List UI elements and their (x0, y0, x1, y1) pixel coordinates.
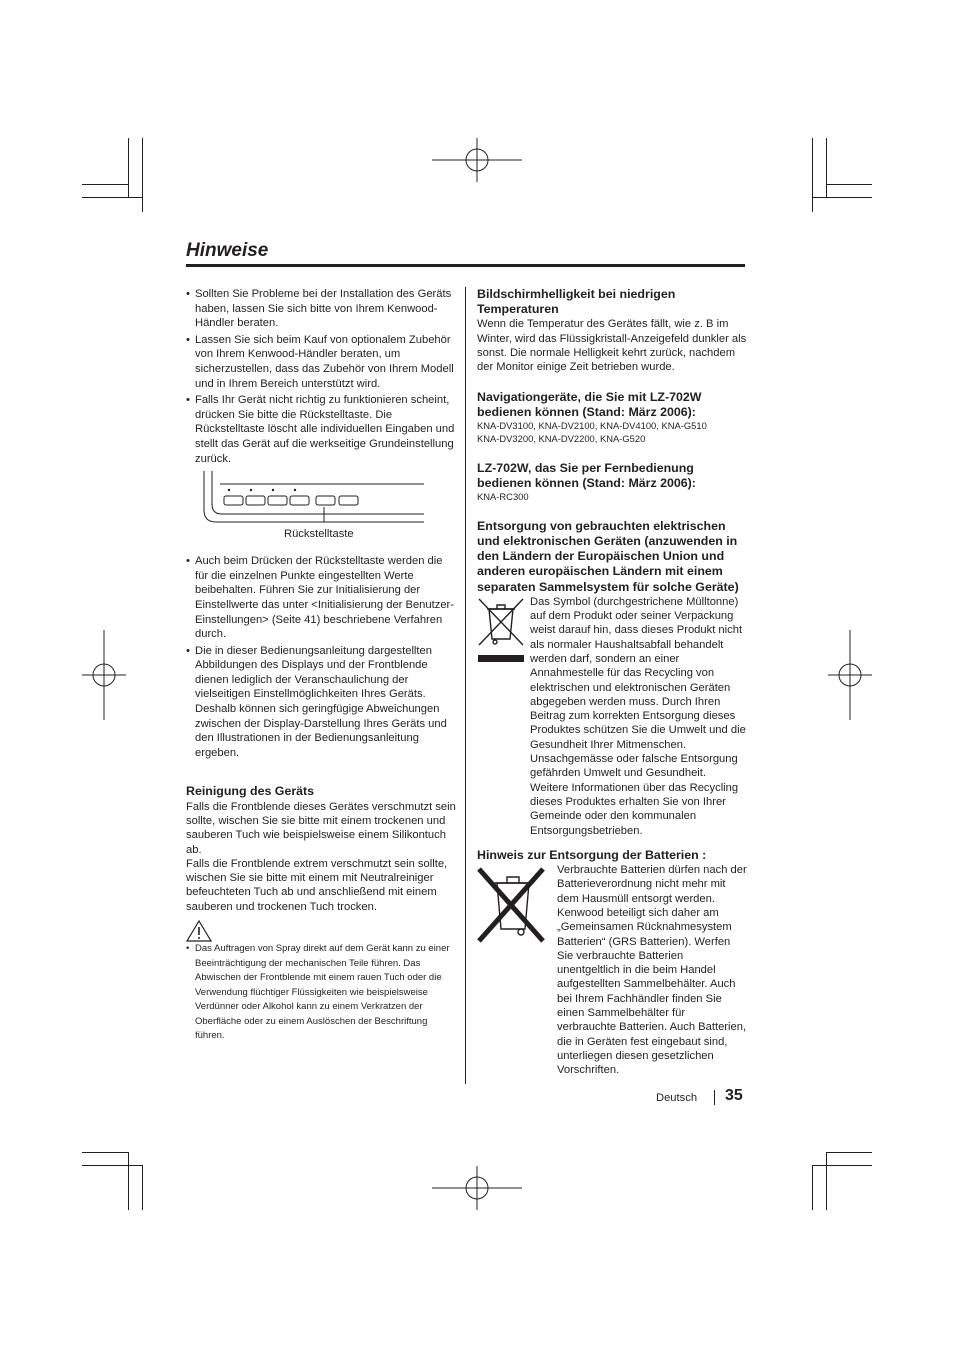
section-heading: Entsorgung von gebrauchten elektrischen und elektronischen Geräten (anzuwenden in den Ländern der Europäischen Union und anderen europäischen Ländern mit einem separaten Sammelsystem für solche Geräte) (477, 518, 739, 594)
bullet-item: • Falls Ihr Gerät nicht richtig zu funktionieren scheint, drücken Sie bitte die Rückstelltaste. Die Rückstelltaste löscht alle individuellen Eingaben und stellt das Gerät auf die werkseitige Grundeinstellung zurück. (186, 393, 458, 466)
section-heading: Navigationgeräte, die Sie mit LZ-702W bedienen können (Stand: März 2006): (477, 389, 702, 419)
paragraph: Falls die Frontblende extrem verschmutzt sein sollte, wischen Sie sie bitte mit einem mit Neutralreiniger befeuchteten Tuch ab und anschließend mit einem sauberen und trockenen Tuch trocken. (186, 857, 448, 913)
reset-button-figure (186, 470, 458, 554)
page-number: 35 (725, 1087, 743, 1104)
column-divider (465, 287, 466, 1084)
paragraph: Das Symbol (durchgestrichene Mülltonne) auf dem Produkt oder seiner Verpackung weist darauf hin, dass dieses Produkt nicht als normaler Haushaltsabfall behandelt werden darf, sondern an einer Annahmestelle für das Recycling von elektrischen und elektronischen Geräten abgegeben werden muss. Durch Ihren Beitrag zum korrekten Entsorgung dieses Produktes schützen Sie die Umwelt und die Gesundheit Ihrer Mitmenschen. Unsachgemässe oder falsche Entsorgung gefährden Umwelt und Gesundheit. Weitere Informationen über das Recycling dieses Produktes erhalten Sie von Ihrer Gemeinde oder den kommunalen Entsorgungsbetrieben. (530, 595, 746, 837)
bullet-item: • Lassen Sie sich beim Kauf von optionalem Zubehör von Ihrem Kenwood-Händler beraten, um sicherzustellen, dass das Zubehör von Ihrem Modell und in Ihrem Bereich unterstützt wird. (186, 333, 458, 391)
bullet-item: • Die in dieser Bedienungsanleitung dargestellten Abbildungen des Displays und der Frontblende dienen lediglich der Veranschaulichung der vielseitigen Einstellmöglichkeiten Ihres Geräts. Deshalb können sich geringfügige Abweichungen zwischen der Display-Darstellung Ihres Geräts und den Illustrationen in der Bedienungsanleitung ergeben. (186, 644, 458, 761)
warning-note: • Das Auftragen von Spray direkt auf dem Gerät kann zu einer Beeinträchtigung der mechanischen Teile führen. Das Abwischen der Frontblende mit einem rauen Tuch oder die Verwendung flüchtiger Flüssigkeiten wie beispielsweise Verdünner oder Alkohol kann zu einem Verkratzen der Oberfläche oder zu einem Auslöschen der Beschriftung führen. (186, 942, 458, 1044)
warning-icon (186, 920, 212, 942)
model-list: KNA-RC300 (477, 491, 529, 502)
bullet-item: • Sollten Sie Probleme bei der Installation des Geräts haben, lassen Sie sich bitte von Ihrem Kenwood-Händler beraten. (186, 287, 458, 331)
section-heading: Hinweis zur Entsorgung der Batterien : (477, 847, 707, 862)
figure-caption: Rückstelltaste (284, 528, 354, 541)
page-title: Hinweise (186, 240, 269, 261)
section-heading: Reinigung des Geräts (186, 784, 315, 799)
front-panel-illustration (194, 470, 454, 530)
weee-block (477, 595, 747, 838)
paragraph: Falls die Frontblende dieses Gerätes verschmutzt sein sollte, wischen Sie sie bitte mit einem trockenen und sauberen Tuch wie beispielsweise einem Silikontuch ab. (186, 800, 456, 856)
footer-language: Deutsch (656, 1092, 698, 1104)
footer-separator (714, 1090, 715, 1105)
left-column (186, 287, 458, 1046)
model-list: KNA-DV3100, KNA-DV2100, KNA-DV4100, KNA-G510 (477, 420, 707, 431)
section-heading: Bildschirmhelligkeit bei niedrigen Temperaturen (477, 287, 676, 317)
crossed-bin-icon (477, 597, 525, 665)
battery-block (477, 863, 747, 1077)
paragraph: Wenn die Temperatur des Gerätes fällt, wie z. B im Winter, wird das Flüssigkristall-Anzeigefeld dunkler als sonst. Die normale Helligkeit kehrt zurück, nachdem der Monitor einige Zeit betrieben wurde. (477, 318, 747, 374)
right-column (477, 287, 747, 1078)
paragraph: Verbrauchte Batterien dürfen nach der Batterieverordnung nicht mehr mit dem Hausmüll entsorgt werden. Kenwood beteiligt sich daher am „Gemeinsamen Rücknahmesystem Batterien“ (GRS Batterien). Werfen Sie verbrauchte Batterien unentgeltlich in die beim Handel aufgestellten Sammelbehälter. Auch bei Ihrem Fachhändler finden Sie einen Sammelbehälter für verbrauchte Batterien. Auch Batterien, die in Geräten fest eingebaut sind, unterliegen diesen gesetzlichen Vorschriften. (557, 864, 747, 1077)
title-rule (186, 264, 745, 267)
section-heading: LZ-702W, das Sie per Fernbedienung bedienen können (Stand: März 2006): (477, 460, 696, 490)
crossed-battery-bin-icon (477, 865, 549, 945)
model-list: KNA-DV3200, KNA-DV2200, KNA-G520 (477, 432, 646, 444)
bullet-item: • Auch beim Drücken der Rückstelltaste werden die für die einzelnen Punkte eingestellten Werte beibehalten. Führen Sie zur Initialisierung der Einstellwerte das unter <Initialisierung der Benutzer-Einstellungen> (Seite 41) beschriebene Verfahren durch. (186, 554, 458, 642)
